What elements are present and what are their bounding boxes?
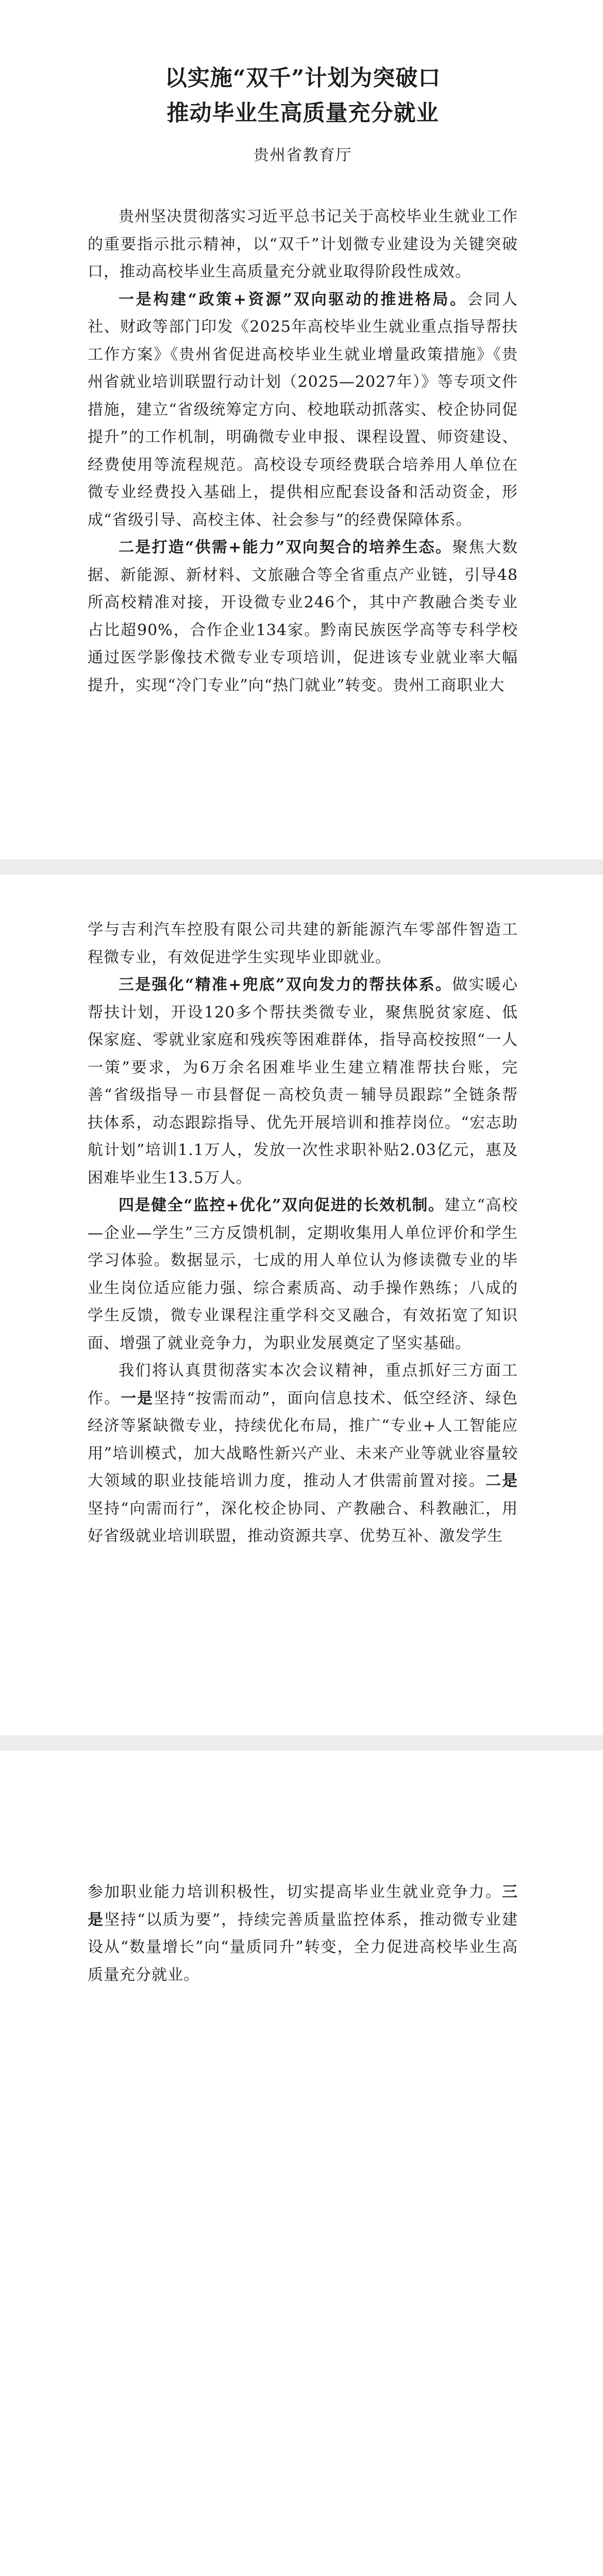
section-3-lead: 三是强化“精准+兜底”双向发力的帮扶体系。 <box>119 976 453 994</box>
intro-paragraph <box>88 203 518 286</box>
plan-paragraph <box>88 1357 518 1550</box>
plan-item-1-body: 坚持“按需而动”，面向信息技术、低空经济、绿色经济等紧缺微专业，持续优化布局，推广“专业+人工智能应用”培训模式，加大战略性新兴产业、未来产业等就业容量较大领域的职业技能培训力度，推动人才供需前置对接。 <box>88 1389 518 1490</box>
section-2-paragraph <box>88 534 518 699</box>
intro-text: 贵州坚决贯彻落实习近平总书记关于高校毕业生就业工作的重要指示批示精神，以“双千”计划微专业建设为关键突破口，推动高校毕业生高质量充分就业取得阶段性成效。 <box>88 208 518 281</box>
plan-item-2-body: 坚持“向需而行”，深化校企协同、产教融合、科教融汇，用好省级就业培训联盟，推动资源共享、优势互补、激发学生 <box>88 1499 518 1545</box>
title-line-1: 以实施“双千”计划为突破口 <box>164 65 441 91</box>
section-2-continuation <box>88 916 518 971</box>
section-4-body: 建立“高校—企业—学生”三方反馈机制，定期收集用人单位评价和学生学习体验。数据显示，七成的用人单位认为修读微专业的毕业生岗位适应能力强、综合素质高、动手操作熟练；八成的学生反馈，微专业课程注重学科交叉融合，有效拓宽了知识面、增强了就业竞争力，为职业发展奠定了坚实基础。 <box>88 1196 518 1352</box>
section-1-lead: 一是构建“政策+资源”双向驱动的推进格局。 <box>119 290 467 309</box>
plan-intro: 我们将认真贯彻落实本次会议精神，重点抓好三方面工作。 <box>88 1362 518 1408</box>
title-line-2: 推动毕业生高质量充分就业 <box>166 100 439 126</box>
plan-item-2-lead: 二是 <box>485 1472 518 1490</box>
section-1-paragraph <box>88 286 518 534</box>
section-4-lead: 四是健全“监控+优化”双向促进的长效机制。 <box>119 1196 445 1214</box>
plan-item-3-body: 坚持“以质为要”，持续完善质量监控体系，推动微专业建设从“数量增长”向“量质同升”转变，全力促进高校毕业生高质量充分就业。 <box>88 1910 518 1984</box>
section-1-body: 会同人社、财政等部门印发《2025年高校毕业生就业重点指导帮扶工作方案》《贵州省促进高校毕业生就业增量政策措施》《贵州省就业培训联盟行动计划（2025—2027年）》等专项文件措施，建立“省级统筹定方向、校地联动抓落实、校企协同促提升”的工作机制，明确微专业申报、课程设置、师资建设、经费使用等流程规范。高校设专项经费联合培养用人单位在微专业经费投入基础上，提供相应配套设备和活动资金，形成“省级引导、高校主体、社会参与”的经费保障体系。 <box>88 290 518 529</box>
section-2-lead: 二是打造“供需+能力”双向契合的培养生态。 <box>119 538 453 556</box>
section-2-continuation-text: 学与吉利汽车控股有限公司共建的新能源汽车零部件智造工程微专业，有效促进学生实现毕业即就业。 <box>88 921 518 967</box>
document-page-2 <box>0 875 603 1735</box>
plan-item-3-lead: 三是 <box>88 1883 518 1929</box>
plan-continuation-text: 参加职业能力培训积极性，切实提高毕业生就业竞争力。 <box>88 1883 502 1901</box>
section-3-body: 做实暖心帮扶计划，开设120多个帮扶类微专业，聚焦脱贫家庭、低保家庭、零就业家庭和残疾等困难群体，指导高校按照“一人一策”要求，为6万余名困难毕业生建立精准帮扶台账，完善“省级指导－市县督促－高校负责－辅导员跟踪”全链条帮扶体系，动态跟踪指导、优先开展培训和推荐岗位。“宏志助航计划”培训1.1万人，发放一次性求职补贴2.03亿元，惠及困难毕业生13.5万人。 <box>88 976 518 1187</box>
section-2-body: 聚焦大数据、新能源、新材料、文旅融合等全省重点产业链，引导48所高校精准对接，开设微专业246个，其中产教融合类专业占比超90%，合作企业134家。黔南民族医学高等专科学校通过医学影像技术微专业专项培训，促进该专业就业率大幅提升，实现“冷门专业”向“热门就业”转变。贵州工商职业大 <box>88 538 518 694</box>
section-3-paragraph <box>88 971 518 1192</box>
document-page-3 <box>0 1751 603 2576</box>
document-page-1 <box>0 0 603 859</box>
plan-item-1-lead: 一是 <box>121 1389 154 1408</box>
plan-continuation <box>88 1878 518 1989</box>
document-title <box>88 61 518 131</box>
section-4-paragraph <box>88 1192 518 1357</box>
document-author: 贵州省教育厅 <box>253 146 353 164</box>
